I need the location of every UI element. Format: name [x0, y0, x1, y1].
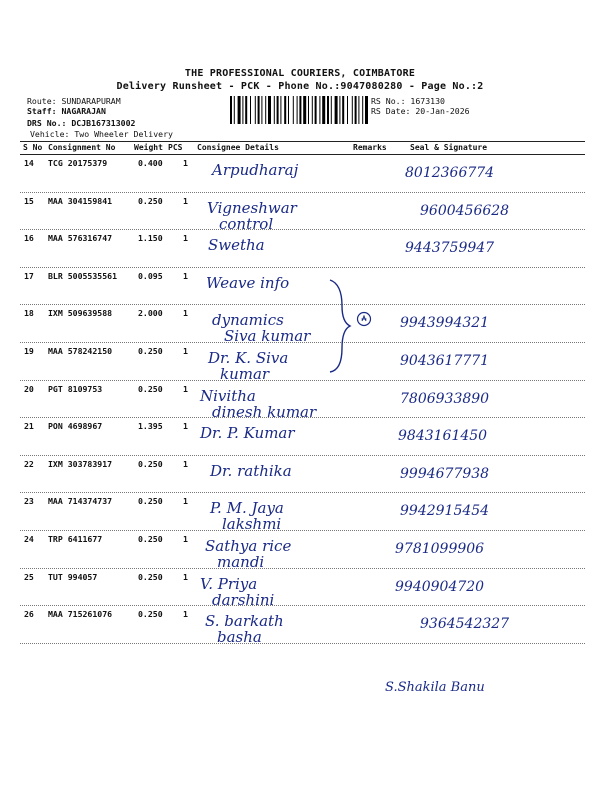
barcode-bar — [258, 96, 260, 124]
row-signature: 9781099906 — [395, 541, 485, 557]
row-pcs: 1 — [183, 496, 188, 507]
row-consignee-name: S. barkath — [205, 612, 284, 631]
row-weight: 0.400 — [138, 158, 163, 168]
barcode-bar — [299, 96, 301, 124]
row-pcs: 1 — [183, 158, 188, 168]
row-consignment-no: PON 4698967 — [48, 421, 103, 432]
barcode-bar — [284, 96, 286, 124]
row-consignment-no: MAA 304159841 — [48, 195, 113, 206]
row-sno: 15 — [24, 195, 34, 206]
row-consignee-name: Arpudharaj — [212, 161, 299, 179]
row-sno: 16 — [24, 233, 34, 244]
row-sno: 14 — [24, 158, 34, 168]
row-sno: 19 — [24, 346, 34, 356]
row-signature: 9943994321 — [400, 315, 490, 332]
barcode-bar — [342, 96, 344, 124]
row-consignee-name: V. Priya — [200, 574, 258, 593]
row-consignment-no: TUT 994057 — [48, 571, 98, 582]
row-consignee-name-2: control — [219, 214, 274, 233]
row-separator — [20, 643, 585, 644]
row-sno: 20 — [24, 383, 34, 394]
row-consignment-no: TRP 6411677 — [48, 534, 103, 544]
staff-label: Staff: NAGARAJAN — [27, 106, 106, 116]
row-consignee-name-2: dinesh kumar — [212, 402, 317, 421]
row-signature: 9940904720 — [395, 578, 485, 595]
row-weight: 2.000 — [138, 308, 163, 319]
row-weight: 0.250 — [138, 609, 163, 620]
row-consignee-name-2: kumar — [220, 365, 270, 383]
circled-mark-icon — [356, 311, 372, 327]
barcode-bar — [274, 96, 275, 124]
row-consignee-name: Weave info — [206, 273, 290, 292]
row-consignee-name: Dr. rathika — [210, 461, 292, 480]
row-consignee-name-2: basha — [217, 628, 262, 647]
row-pcs: 1 — [183, 270, 188, 281]
row-pcs: 1 — [183, 346, 188, 356]
col-consignment: Consignment No — [48, 143, 116, 152]
barcode-bar — [315, 96, 317, 124]
row-pcs: 1 — [183, 458, 188, 469]
row-consignment-no: IXM 509639588 — [48, 308, 113, 319]
barcode-image — [228, 96, 368, 124]
row-consignee-name: Dr. P. Kumar — [200, 424, 295, 443]
row-consignment-no: MAA 576316747 — [48, 233, 113, 244]
row-consignment-no: BLR 5005535561 — [48, 270, 118, 281]
barcode-bar — [303, 96, 306, 124]
row-sno: 24 — [24, 534, 34, 544]
table-row — [20, 606, 585, 647]
barcode-bar — [288, 96, 289, 124]
bracket-mark — [326, 276, 356, 376]
row-consignment-no: MAA 714374737 — [48, 496, 113, 507]
row-weight: 0.250 — [138, 383, 163, 394]
row-signature: 9364542327 — [420, 616, 510, 633]
row-signature: 9942915454 — [400, 503, 490, 520]
vehicle-label: Vehicle: Two Wheeler Delivery — [30, 129, 173, 139]
table-row — [20, 155, 585, 192]
row-signature: 9843161450 — [398, 428, 488, 445]
barcode-bar — [335, 96, 338, 124]
row-weight: 0.250 — [138, 346, 163, 356]
row-pcs: 1 — [183, 534, 188, 544]
row-weight: 0.250 — [138, 534, 163, 544]
runsheet-title: Delivery Runsheet - PCK - Phone No.:9047080280 - Page No.:2 — [116, 81, 484, 92]
barcode-bar — [319, 96, 320, 124]
barcode-bar — [255, 96, 256, 124]
row-consignee-name-2: lakshmi — [222, 515, 282, 534]
company-title: THE PROFESSIONAL COURIERS, COIMBATORE — [184, 68, 416, 79]
row-signature: 9600456628 — [420, 202, 510, 219]
row-consignee-name: P. M. Jaya — [210, 499, 284, 518]
barcode-bar — [355, 96, 357, 124]
row-pcs: 1 — [183, 308, 188, 319]
table-row — [20, 493, 585, 534]
row-consignment-no: MAA 715261076 — [48, 609, 113, 620]
row-consignment-no: TCG 20175379 — [48, 158, 108, 168]
row-signature: 9994677938 — [400, 465, 490, 482]
rs-number: RS No.: 1673130 — [371, 96, 445, 106]
barcode-bar — [327, 96, 329, 124]
row-consignee-name: Sathya rice — [205, 537, 292, 555]
barcode-bar — [293, 96, 294, 124]
row-pcs: 1 — [183, 233, 188, 244]
row-weight: 0.250 — [138, 496, 163, 507]
col-pcs: PCS — [168, 143, 183, 152]
route-label: Route: SUNDARAPURAM — [27, 96, 121, 106]
row-sno: 23 — [24, 496, 34, 507]
barcode-bar — [297, 96, 298, 124]
row-sno: 17 — [24, 270, 34, 281]
col-seal: Seal & Signature — [410, 143, 488, 152]
row-pcs: 1 — [183, 383, 188, 394]
col-weight: Weight — [134, 143, 163, 152]
row-sno: 21 — [24, 421, 34, 432]
row-consignment-no: IXM 303783917 — [48, 458, 113, 469]
barcode-bar — [362, 96, 363, 124]
barcode-bar — [322, 96, 325, 124]
col-sno: S No — [23, 143, 43, 152]
table-row — [20, 230, 585, 267]
row-weight: 1.150 — [138, 233, 163, 244]
barcode-bar — [365, 96, 368, 124]
row-signature: 7806933890 — [400, 390, 490, 407]
row-consignee-name-2: mandi — [217, 553, 265, 571]
row-pcs: 1 — [183, 195, 188, 206]
row-weight: 0.250 — [138, 458, 163, 469]
row-consignee-name: Swetha — [208, 236, 265, 255]
row-weight: 0.250 — [138, 571, 163, 582]
row-consignment-no: PGT 8109753 — [48, 383, 103, 394]
barcode-bar — [261, 96, 262, 124]
barcode-bar — [308, 96, 309, 124]
table-row — [20, 418, 585, 455]
col-consignee: Consignee Details — [197, 143, 279, 152]
table-row — [20, 569, 585, 609]
row-consignee-name-2: Siva kumar — [224, 327, 311, 346]
barcode-bar — [245, 96, 247, 124]
barcode-bar — [280, 96, 281, 124]
row-consignee-name: Nivitha — [200, 386, 256, 405]
table-row — [20, 305, 585, 346]
barcode-bar — [331, 96, 332, 124]
barcode-bar — [352, 96, 353, 124]
row-weight: 0.095 — [138, 270, 163, 281]
row-weight: 0.250 — [138, 195, 163, 206]
table-row — [20, 456, 585, 493]
barcode-bar — [339, 96, 340, 124]
row-pcs: 1 — [183, 609, 188, 620]
row-weight: 1.395 — [138, 421, 163, 432]
rs-date: RS Date: 20-Jan-2026 — [371, 106, 470, 116]
row-sno: 22 — [24, 458, 34, 469]
row-pcs: 1 — [183, 421, 188, 432]
row-sno: 18 — [24, 308, 34, 319]
table-row — [20, 343, 585, 383]
row-consignee-name: Vigneshwar — [207, 198, 297, 217]
row-pcs: 1 — [183, 571, 188, 582]
barcode-bar — [234, 96, 235, 124]
row-signature: 9043617771 — [400, 353, 490, 369]
barcode-bar — [250, 96, 251, 124]
row-signature: 8012366774 — [405, 165, 495, 181]
header-top-rule — [20, 141, 585, 142]
table-row — [20, 531, 585, 571]
table-row — [20, 268, 585, 305]
row-consignee-name: Dr. K. Siva — [208, 349, 289, 367]
barcode-bar — [268, 96, 271, 124]
barcode-bar — [277, 96, 279, 124]
row-signature: 9443759947 — [405, 240, 495, 257]
row-sno: 26 — [24, 609, 34, 620]
barcode-bar — [358, 96, 359, 124]
barcode-bar — [242, 96, 243, 124]
row-consignee-name: dynamics — [212, 311, 284, 330]
table-row — [20, 381, 585, 421]
row-consignment-no: MAA 578242150 — [48, 346, 113, 356]
row-sno: 25 — [24, 571, 34, 582]
drs-number: DRS No.: DCJB167313002 — [27, 118, 136, 128]
barcode-bar — [312, 96, 313, 124]
barcode-bar — [265, 96, 266, 124]
extra-signature: S.Shakila Banu — [385, 680, 485, 695]
row-consignee-name-2: darshini — [212, 590, 275, 609]
barcode-bar — [347, 96, 348, 124]
barcode-bar — [238, 96, 241, 124]
table-row — [20, 193, 585, 233]
col-remarks: Remarks — [353, 143, 387, 152]
barcode-bar — [230, 96, 232, 124]
